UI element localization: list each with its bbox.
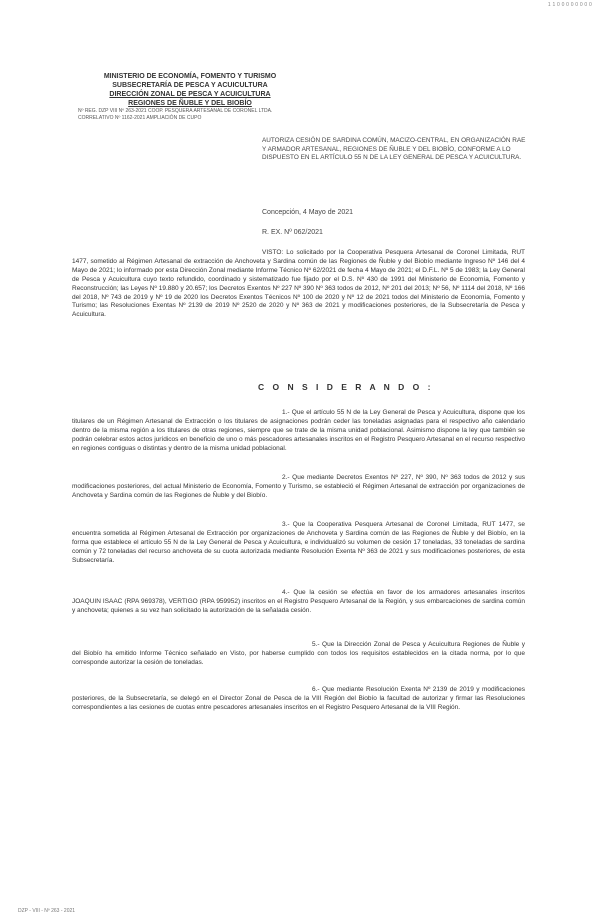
page-footer: DZP - VIII - Nº 263 - 2021 <box>18 908 76 914</box>
considerando-heading: C O N S I D E R A N D O : <box>258 382 434 392</box>
considerando-3: 3.- Que la Cooperativa Pesquera Artesanal de Coronel Limitada, RUT 1477, se encuentra sometida al Régimen Artesanal de Extracción por organizaciones de Anchoveta y Sardina común de las Regiones de Ñuble y del Biobío, en la forma que establece el artículo 55 N de la Ley General de Pesca y Acuicultura, e individualizó su volumen de cesión 17 toneladas, 33 toneladas de sardina común y 72 toneladas del recurso anchoveta de su cuota autorizada mediante Resolución Exenta Nº 363 de 2021 y sus modificaciones posteriores, de esta Subsecretaría. <box>72 521 525 564</box>
considerando-4: 4.- Que la cesión se efectúa en favor de los armadores artesanales inscritos JOAQUIN ISAAC (RPA 969378), VERTIGO (RPA 959952) inscritos en el Registro Pesquero Artesanal de la Región, y sus embarcaciones de sardina común y anchoveta; quienes a su vez han solicitado la autorización de la señalada cesión. <box>72 589 525 614</box>
header-regiones: REGIONES DE ÑUBLE Y DEL BIOBÍO <box>128 100 252 107</box>
corner-mark: 1 1 0 0 0 0 0 0 0 0 <box>547 2 592 8</box>
considerando-5: 5.- Que la Dirección Zonal de Pesca y Acuicultura Regiones de Ñuble y del Biobío ha emitido Informe Técnico señalado en Visto, por haberse cumplido con todos los requisitos establecidos en la citada norma, por lo que corresponde autorizar la cesión de toneladas. <box>72 641 525 666</box>
header-direccion-zonal: DIRECCIÓN ZONAL DE PESCA Y ACUICULTURA <box>109 91 271 98</box>
resolution-subject: AUTORIZA CESIÓN DE SARDINA COMÚN, MACIZO-CENTRAL, EN ORGANIZACIÓN RAE Y ARMADOR ARTESANAL, REGIONES DE ÑUBLE Y DEL BIOBÍO, CONFORME A LO DISPUESTO EN EL ARTÍCULO 55 N DE LA LEY GENERAL DE PESCA Y ACUICULTURA. <box>262 137 526 162</box>
considerando-6: 6.- Que mediante Resolución Exenta Nº 2139 de 2019 y modificaciones posteriores, de la Subsecretaría, se delegó en el Director Zonal de Pesca de la VIII Región del Biobío la facultad de autorizar y firmar las Resoluciones correspondientes a las cesiones de cuotas entre pescadores artesanales inscritos en el Registro Pesquero Artesanal de la VIII Región. <box>72 686 525 711</box>
header-ministry: MINISTERIO DE ECONOMÍA, FOMENTO Y TURISMO <box>103 73 277 80</box>
resolution-number: R. EX. Nº 062/2021 <box>262 229 323 236</box>
visto-paragraph: VISTO: Lo solicitado por la Cooperativa Pesquera Artesanal de Coronel Limitada, RUT 1477, sometido al Régimen Artesanal de extracción de Anchoveta y Sardina común de las Regiones de Ñuble y del Biobío mediante Ingreso Nº 146 del 4 Mayo de 2021; lo informado por esta Dirección Zonal mediante Informe Técnico Nº 62/2021 de fecha 4 Mayo de 2021; el D.F.L. Nº 5 de 1983; la Ley General de Pesca y Acuicultura cuyo texto refundido, coordinado y sistematizado fue fijado por el D.S. Nº 430 de 1991 del Ministerio de Economía, Fomento y Reconstrucción; las Leyes Nº 19.880 y 20.657; los Decretos Exentos Nº 227 Nº 390 Nº 363 todos de 2012, Nº 201 del 2013; Nº 56, Nº 1114 del 2018, Nº 166 del 2018, Nº 743 de 2019 y Nº 19 de 2020 los Decretos Exentos Técnicos Nº 100 de 2020 y Nº 12 de 2021 todos del Ministerio de Economía, Fomento y Turismo; las Resoluciones Exentas Nº 2139 de 2019 Nº 2520 de 2020 y Nº 363 de 2021 y modificaciones posteriores, de la Subsecretaría de Pesca y Acuicultura. <box>72 249 525 319</box>
place-date: Concepción, 4 Mayo de 2021 <box>262 209 354 216</box>
considerando-1: 1.- Que el artículo 55 N de la Ley General de Pesca y Acuicultura, dispone que los titulares de un Régimen Artesanal de Extracción o los titulares de asignaciones podrán ceder las toneladas asignadas para el respectivo año calendario dentro de la misma región a los titulares de otras regiones, siempre que se trate de la misma unidad poblacional. Asimismo dispone la ley que también se podrán celebrar estos actos jurídicos en beneficio de uno o más pescadores artesanales inscritos en el Registro Pesquero Artesanal en el recurso respectivo en regiones contiguas o distintas y dentro de la misma unidad poblacional. <box>72 409 525 452</box>
header-reference: Nº REG. DZP VIII Nº 263-2021 COOP. PESQUERA ARTESANAL DE CORONEL LTDA. <box>78 108 273 114</box>
considerando-2: 2.- Que mediante Decretos Exentos Nº 227, Nº 390, Nº 363 todos de 2012 y sus modificaciones posteriores, del actual Ministerio de Economía, Fomento y Turismo, se estableció el Régimen Artesanal de extracción por organizaciones de Anchoveta y Sardina común de las Regiones de Ñuble y del Biobío. <box>72 474 525 499</box>
letterhead <box>70 72 310 122</box>
header-subsecretaria: SUBSECRETARÍA DE PESCA Y ACUICULTURA <box>112 82 268 89</box>
header-correlativo: CORRELATIVO Nº 1162-2021 AMPLIACIÓN DE CUPO <box>78 115 202 121</box>
